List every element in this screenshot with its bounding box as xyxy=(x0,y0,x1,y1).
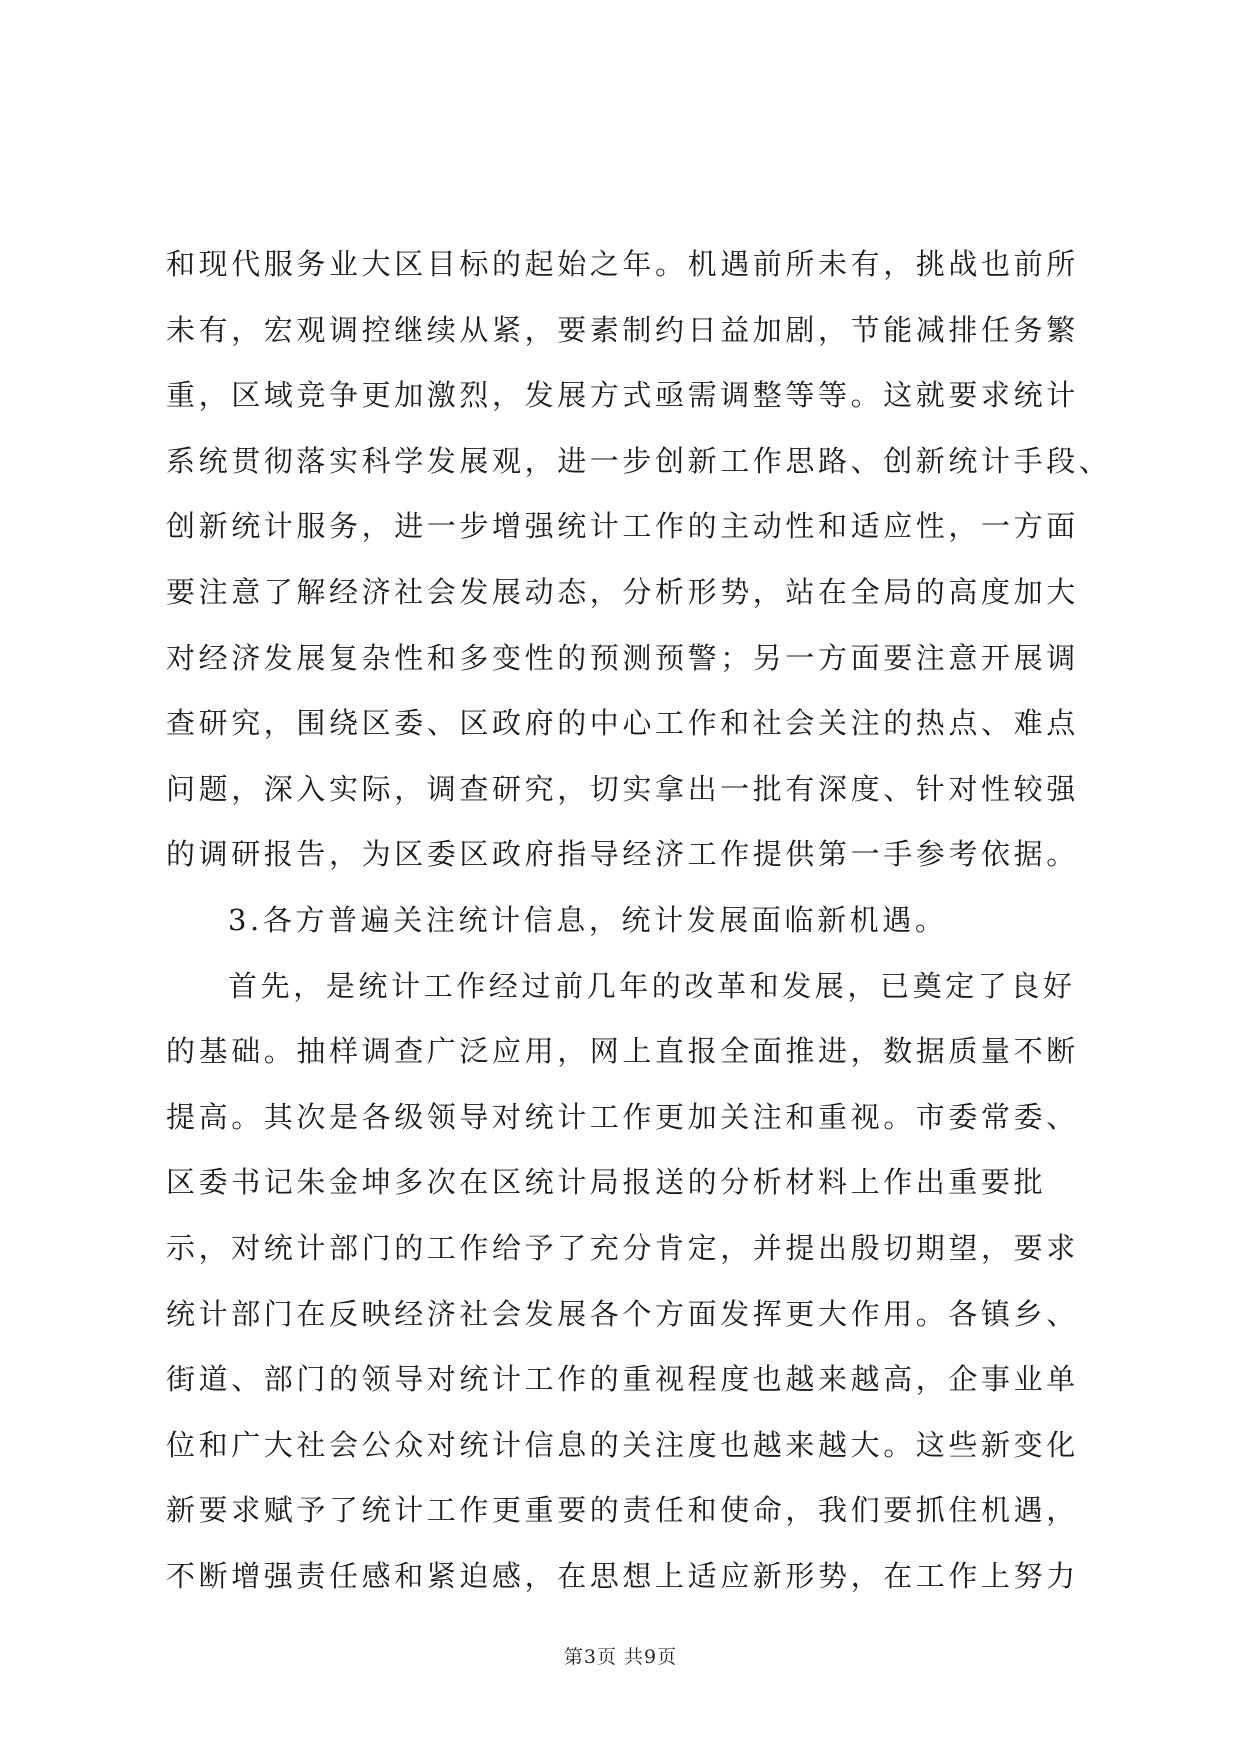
text-line: 未有，宏观调控继续从紧，要素制约日益加剧，节能减排任务繁 xyxy=(166,312,1079,347)
text-line: 问题，深入实际，调查研究，切实拿出一批有深度、针对性较强 xyxy=(166,771,1079,806)
text-line: 查研究，围绕区委、区政府的中心工作和社会关注的热点、难点 xyxy=(166,706,1079,741)
text-line: 创新统计服务，进一步增强统计工作的主动性和适应性，一方面 xyxy=(166,509,1079,544)
text-line: 不断增强责任感和紧迫感，在思想上适应新形势，在工作上努力 xyxy=(166,1558,1079,1593)
text-line: 和现代服务业大区目标的起始之年。机遇前所未有，挑战也前所 xyxy=(166,247,1079,281)
body-text xyxy=(166,232,1112,1609)
text-line: 的基础。抽样调查广泛应用，网上直报全面推进，数据质量不断 xyxy=(166,1034,1079,1069)
text-line: 提高。其次是各级领导对统计工作更加关注和重视。市委常委、 xyxy=(166,1099,1079,1134)
text-line: 要注意了解经济社会发展动态，分析形势，站在全局的高度加大 xyxy=(166,574,1079,609)
text-line: 示，对统计部门的工作给予了充分肯定，并提出殷切期望，要求 xyxy=(166,1230,1079,1265)
text-line: 对经济发展复杂性和多变性的预测预警；另一方面要注意开展调 xyxy=(166,640,1079,675)
text-line: 系统贯彻落实科学发展观，进一步创新工作思路、创新统计手段、 xyxy=(166,443,1112,478)
text-line: 重，区域竞争更加激烈，发展方式亟需调整等等。这就要求统计 xyxy=(166,378,1079,413)
text-line: 新要求赋予了统计工作更重要的责任和使命，我们要抓住机遇， xyxy=(166,1493,1079,1528)
text-line: 统计部门在反映经济社会发展各个方面发挥更大作用。各镇乡、 xyxy=(166,1296,1079,1331)
text-line: 街道、部门的领导对统计工作的重视程度也越来越高，企事业单 xyxy=(166,1362,1079,1397)
text-line: 位和广大社会公众对统计信息的关注度也越来越大。这些新变化 xyxy=(166,1427,1079,1462)
text-line: 区委书记朱金坤多次在区统计局报送的分析材料上作出重要批 xyxy=(166,1165,1047,1200)
section-heading: 3.各方普遍关注统计信息，统计发展面临新机遇。 xyxy=(228,902,948,937)
text-line: 的调研报告，为区委区政府指导经济工作提供第一手参考依据。 xyxy=(166,837,1079,872)
page-number-footer: 第3页 共9页 xyxy=(563,1646,678,1668)
text-line: 首先，是统计工作经过前几年的改革和发展，已奠定了良好 xyxy=(228,968,1076,1003)
